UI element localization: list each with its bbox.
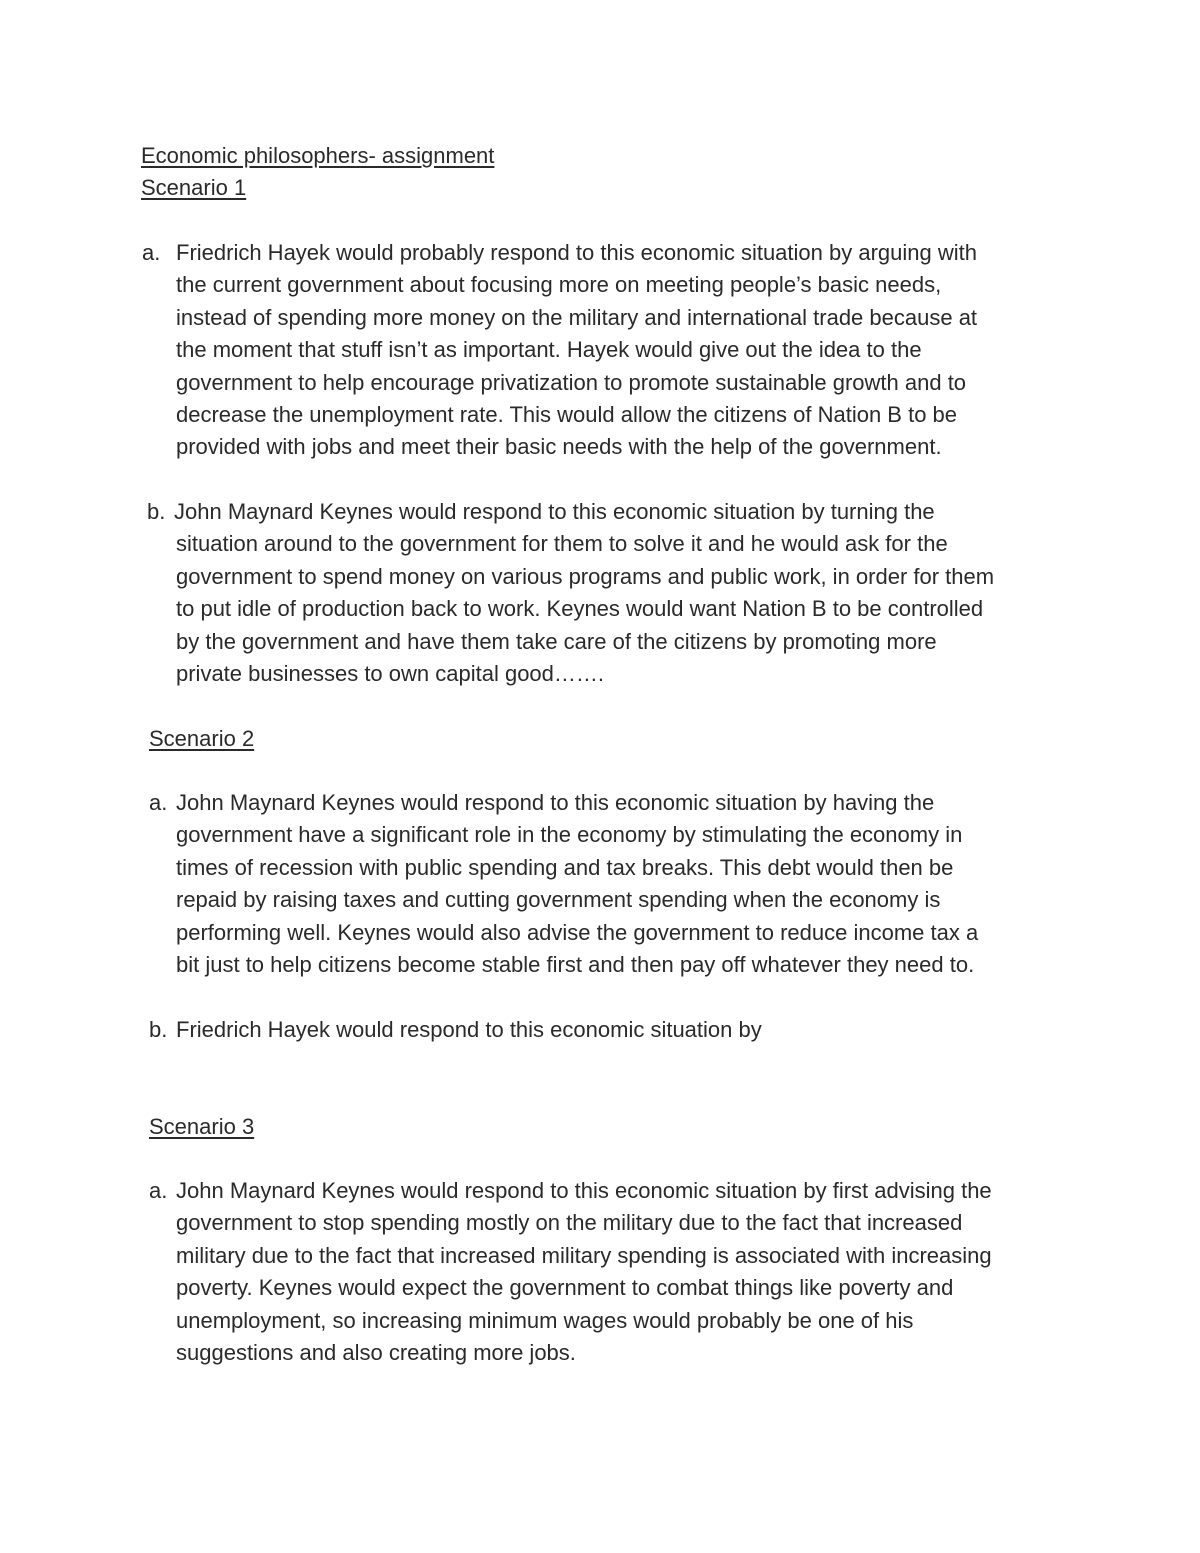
scenario-1-item-a xyxy=(142,237,1076,464)
scenario-1-item-a-line-5: government to help encourage privatization to promote sustainable growth and to xyxy=(176,369,967,395)
scenario-1-item-b-line-4: to put idle of production back to work. Keynes would want Nation B to be controlled xyxy=(176,596,984,622)
scenario-1-item-a-line-7: provided with jobs and meet their basic needs with the help of the government. xyxy=(176,434,942,460)
scenario-1-item-b xyxy=(147,496,1076,690)
document-title: Economic philosophers- assignment xyxy=(141,143,495,168)
scenario-3-item-a-line-5: unemployment, so increasing minimum wages would probably be one of his xyxy=(176,1307,914,1333)
scenario-3-item-a-line-6: suggestions and also creating more jobs. xyxy=(176,1340,576,1366)
list-marker: a. xyxy=(149,1178,168,1203)
scenario-1-item-a-line-6: decrease the unemployment rate. This would allow the citizens of Nation B to be xyxy=(176,402,958,428)
section-heading-scenario-2: Scenario 2 xyxy=(149,726,255,751)
scenario-2-item-a-line-2: government have a significant role in the economy by stimulating the economy in xyxy=(176,822,963,848)
list-marker: a. xyxy=(142,240,161,265)
scenario-1-item-b-line-5: by the government and have them take care of the citizens by promoting more xyxy=(176,628,937,654)
section-heading-scenario-3: Scenario 3 xyxy=(149,1114,255,1139)
list-marker: a. xyxy=(149,790,168,815)
scenario-1-item-b-line-1: John Maynard Keynes would respond to this economic situation by turning the xyxy=(174,499,935,524)
scenario-1-item-b-line-2: situation around to the government for them to solve it and he would ask for the xyxy=(176,531,948,557)
scenario-3-item-a-line-1: John Maynard Keynes would respond to this economic situation by first advising the xyxy=(176,1178,992,1203)
scenario-3-item-a-line-3: military due to the fact that increased military spending is associated with increasing xyxy=(176,1242,992,1268)
scenario-1-item-b-line-6: private businesses to own capital good……. xyxy=(176,661,605,687)
scenario-2-item-a-line-4: repaid by raising taxes and cutting government spending when the economy is xyxy=(176,887,941,913)
list-marker: b. xyxy=(149,1017,168,1042)
scenario-1-item-a-line-4: the moment that stuff isn’t as important. Hayek would give out the idea to the xyxy=(176,337,922,363)
scenario-3-item-a-line-4: poverty. Keynes would expect the government to combat things like poverty and xyxy=(176,1275,954,1301)
scenario-1-item-a-line-2: the current government about focusing more on meeting people’s basic needs, xyxy=(176,272,942,298)
scenario-3-item-a-line-2: government to stop spending mostly on the military due to the fact that increased xyxy=(176,1210,963,1236)
scenario-2-item-b xyxy=(149,1014,1076,1046)
scenario-1-item-a-line-1: Friedrich Hayek would probably respond to this economic situation by arguing with xyxy=(176,240,977,265)
scenario-1-item-a-line-3: instead of spending more money on the military and international trade because at xyxy=(176,304,978,330)
scenario-2-item-a-line-5: performing well. Keynes would also advise the government to reduce income tax a xyxy=(176,919,979,945)
section-heading-scenario-1: Scenario 1 xyxy=(141,175,247,200)
scenario-2-item-a-line-1: John Maynard Keynes would respond to this economic situation by having the xyxy=(176,790,935,815)
scenario-2-item-a xyxy=(149,787,1076,981)
scenario-1-item-b-line-3: government to spend money on various programs and public work, in order for them xyxy=(176,563,995,589)
scenario-3-item-a xyxy=(149,1175,1076,1369)
list-marker: b. xyxy=(147,499,166,524)
scenario-2-item-a-line-3: times of recession with public spending and tax breaks. This debt would then be xyxy=(176,854,954,880)
scenario-2-item-a-line-6: bit just to help citizens become stable first and then pay off whatever they need to. xyxy=(176,952,975,978)
scenario-2-item-b-line-1: Friedrich Hayek would respond to this economic situation by xyxy=(176,1017,762,1042)
